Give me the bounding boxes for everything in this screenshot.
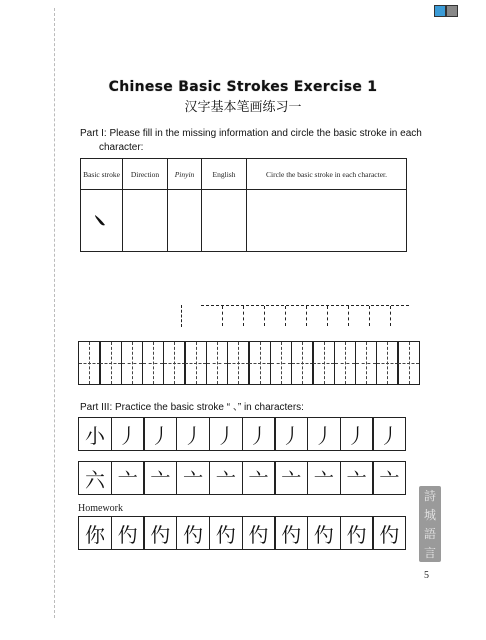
char-box: 小: [78, 417, 112, 451]
grid-cell[interactable]: [121, 341, 144, 385]
part1-instruction-line2: character:: [99, 142, 144, 153]
char-box: 仢: [307, 516, 341, 550]
header-pinyin: Pinyin: [168, 159, 202, 190]
char-box: 亠: [143, 461, 177, 495]
dot-stroke-icon: [93, 212, 107, 228]
char-row-2: [78, 461, 406, 495]
seal-char: 言: [423, 545, 436, 560]
char-box: 丿: [274, 417, 308, 451]
corner-square-blue: [434, 5, 446, 17]
grid-cell[interactable]: [78, 341, 101, 385]
seal-stamp-icon: [419, 486, 441, 562]
header-english: English: [202, 159, 247, 190]
grid-cell[interactable]: [334, 341, 357, 385]
grid-cell[interactable]: [376, 341, 399, 385]
homework-label: Homework: [78, 503, 123, 514]
stroke-info-table: [80, 158, 407, 252]
char-row-1: [78, 417, 406, 451]
char-box: 仢: [143, 516, 177, 550]
cell-circle[interactable]: [247, 190, 407, 252]
seal-char: 城: [423, 507, 436, 522]
grid-cell[interactable]: [206, 341, 229, 385]
grid-cell[interactable]: [184, 341, 207, 385]
trace-line-horizontal: [201, 305, 409, 306]
char-box: 亠: [372, 461, 406, 495]
seal-char: 詩: [423, 488, 436, 503]
practice-grid: [78, 341, 420, 385]
char-box: 仢: [372, 516, 406, 550]
char-box: 亠: [176, 461, 210, 495]
trace-line: [285, 306, 286, 326]
char-box: 亠: [307, 461, 341, 495]
char-box: 六: [78, 461, 112, 495]
trace-line: [306, 306, 307, 326]
char-box: 亠: [242, 461, 276, 495]
char-box: 丿: [176, 417, 210, 451]
homework-row: [78, 516, 406, 550]
char-box: 仢: [242, 516, 276, 550]
part1-instruction-line1: Part I: Please fill in the missing information and circle the basic stroke in each: [80, 128, 422, 139]
char-box: 仢: [209, 516, 243, 550]
part3-instruction: Part III: Practice the basic stroke “ 、” in characters:: [80, 402, 304, 413]
char-box: 丿: [209, 417, 243, 451]
cell-english[interactable]: [202, 190, 247, 252]
trace-line: [264, 306, 265, 326]
char-box: 你: [78, 516, 112, 550]
char-box: 仢: [111, 516, 145, 550]
grid-cell[interactable]: [142, 341, 165, 385]
seal-char: 語: [423, 526, 436, 541]
trace-line-single: [181, 305, 182, 327]
grid-cell[interactable]: [355, 341, 378, 385]
page-number: 5: [424, 570, 429, 581]
trace-line: [348, 306, 349, 326]
char-box: 亠: [274, 461, 308, 495]
char-box: 仢: [274, 516, 308, 550]
trace-line: [243, 306, 244, 326]
header-basic-stroke: Basic stroke: [81, 159, 123, 190]
header-circle-stroke: Circle the basic stroke in each character.: [247, 159, 407, 190]
trace-line: [222, 306, 223, 326]
char-box: 丿: [307, 417, 341, 451]
grid-cell[interactable]: [248, 341, 271, 385]
page-title: Chinese Basic Strokes Exercise 1: [108, 79, 378, 95]
char-box: 仢: [176, 516, 210, 550]
char-box: 丿: [143, 417, 177, 451]
trace-line: [390, 306, 391, 326]
grid-cell[interactable]: [270, 341, 293, 385]
char-box: 仢: [340, 516, 374, 550]
char-box: 丿: [242, 417, 276, 451]
grid-cell[interactable]: [227, 341, 250, 385]
page-subtitle: 汉字基本笔画练习一: [184, 100, 302, 115]
char-box: 亠: [209, 461, 243, 495]
trace-line: [369, 306, 370, 326]
grid-cell[interactable]: [163, 341, 186, 385]
header-direction: Direction: [123, 159, 168, 190]
char-box: 亠: [340, 461, 374, 495]
grid-cell[interactable]: [291, 341, 314, 385]
grid-cell[interactable]: [99, 341, 122, 385]
char-box: 丿: [372, 417, 406, 451]
char-box: 丿: [340, 417, 374, 451]
cell-pinyin[interactable]: [168, 190, 202, 252]
char-box: 丿: [111, 417, 145, 451]
cell-direction[interactable]: [123, 190, 168, 252]
grid-cell[interactable]: [312, 341, 335, 385]
trace-line: [327, 306, 328, 326]
grid-cell[interactable]: [397, 341, 420, 385]
char-box: 亠: [111, 461, 145, 495]
corner-square-gray: [446, 5, 458, 17]
